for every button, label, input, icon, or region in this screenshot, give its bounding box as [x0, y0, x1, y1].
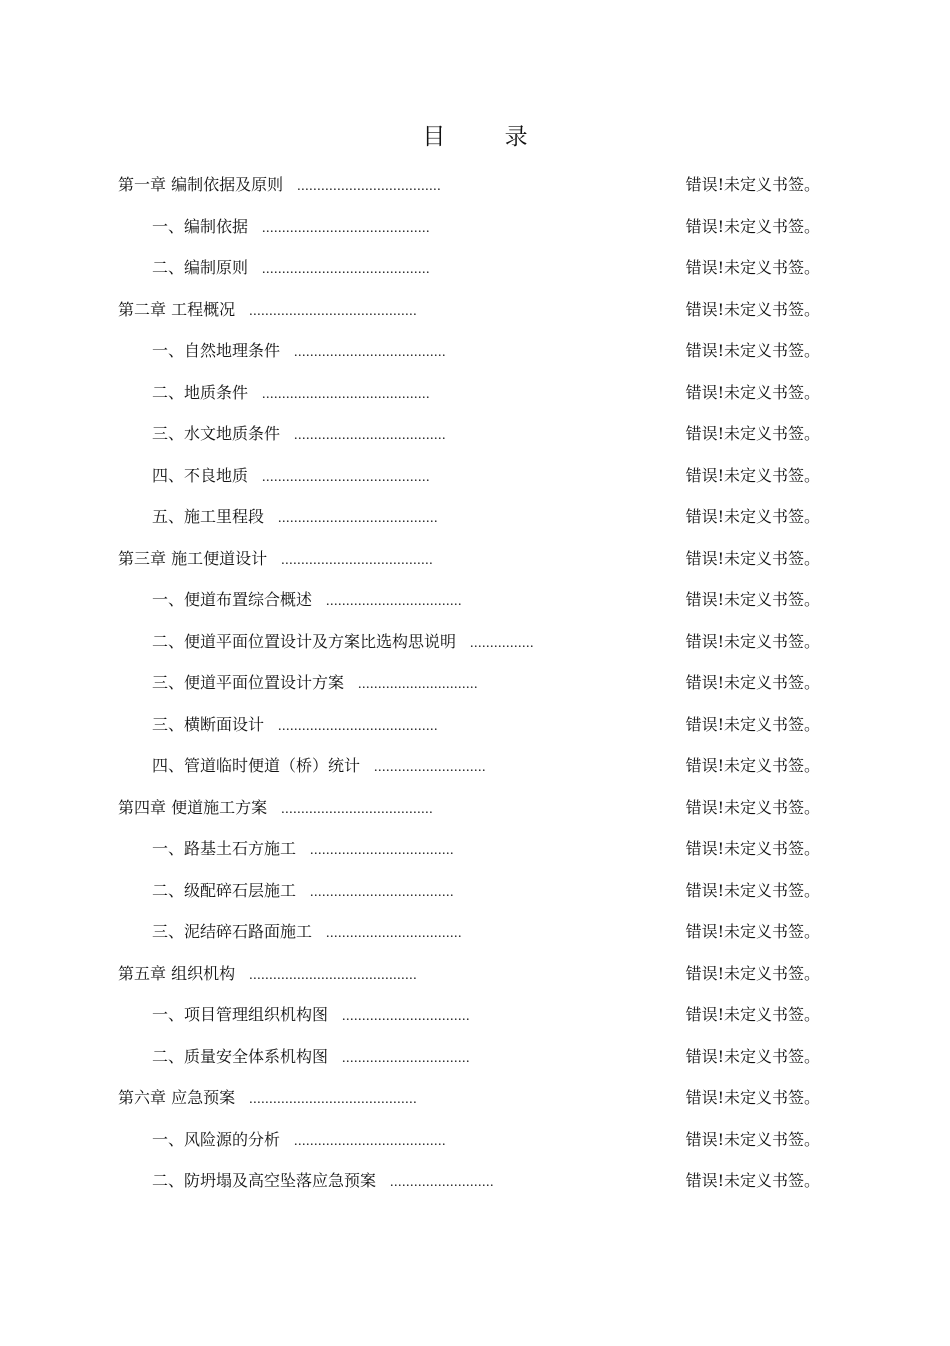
toc-page-reference: 错误!未定义书签。	[685, 548, 820, 568]
toc-dot-leader: ....................................	[297, 179, 442, 194]
toc-chapter-entry[interactable]	[118, 164, 830, 206]
toc-dot-leader: ........................................	[278, 718, 439, 734]
toc-entry-text: 第四章 便道施工方案	[118, 797, 268, 817]
toc-page-reference: 错误!未定义书签。	[685, 216, 820, 236]
toc-page-reference: 错误!未定义书签。	[685, 590, 820, 609]
toc-dot-leader: ............................	[374, 760, 487, 775]
toc-section-entry[interactable]	[118, 704, 830, 746]
toc-dot-leader: ................................	[342, 1050, 471, 1066]
toc-section-entry[interactable]	[118, 206, 830, 248]
toc-section-entry[interactable]	[118, 455, 830, 497]
toc-section-entry[interactable]	[118, 579, 830, 621]
toc-page-reference: 错误!未定义书签。	[685, 258, 820, 277]
toc-entry-text: 第三章 施工便道设计	[118, 548, 268, 568]
toc-page-reference: 错误!未定义书签。	[685, 673, 820, 692]
toc-entry-text: 一、自然地理条件	[152, 341, 281, 360]
toc-entry-text: 一、风险源的分析	[152, 1129, 281, 1149]
toc-dot-leader: ......................................	[294, 1133, 447, 1149]
toc-dot-leader: ................................	[342, 1009, 471, 1024]
toc-dot-leader: ......................................	[281, 801, 434, 817]
toc-page-reference: 错误!未定义书签。	[685, 1046, 820, 1066]
toc-dot-leader: ..........................................	[249, 967, 418, 983]
toc-dot-leader: ................	[470, 635, 535, 651]
toc-dot-leader: ....................................	[310, 884, 455, 900]
toc-entry-text: 第六章 应急预案	[118, 1088, 236, 1107]
toc-entry-text: 一、编制依据	[152, 216, 249, 236]
toc-page-reference: 错误!未定义书签。	[685, 299, 820, 319]
toc-page-reference: 错误!未定义书签。	[685, 880, 820, 900]
toc-dot-leader: ......................................	[281, 552, 434, 568]
toc-dot-leader: ..................................	[326, 926, 463, 941]
toc-dot-leader: ..........................................	[262, 386, 431, 402]
toc-chapter-entry[interactable]	[118, 787, 830, 829]
toc-section-entry[interactable]	[118, 372, 830, 414]
toc-section-entry[interactable]	[118, 1036, 830, 1078]
toc-page-reference: 错误!未定义书签。	[685, 714, 820, 734]
toc-dot-leader: ..............................	[358, 677, 479, 692]
toc-chapter-entry[interactable]	[118, 538, 830, 580]
toc-section-entry[interactable]	[118, 1119, 830, 1161]
toc-dot-leader: ..........................	[390, 1175, 495, 1190]
toc-entry-text: 三、横断面设计	[152, 714, 265, 734]
toc-entry-text: 三、泥结碎石路面施工	[152, 922, 313, 941]
toc-entry-text: 四、管道临时便道（桥）统计	[152, 756, 361, 775]
toc-entry-text: 三、便道平面位置设计方案	[152, 673, 345, 692]
toc-page-reference: 错误!未定义书签。	[685, 382, 820, 402]
toc-entry-text: 二、编制原则	[152, 258, 249, 277]
toc-entry-text: 三、水文地质条件	[152, 424, 281, 443]
toc-section-entry[interactable]	[118, 828, 830, 870]
toc-dot-leader: ......................................	[294, 345, 447, 360]
toc-page-reference: 错误!未定义书签。	[685, 922, 820, 941]
toc-entry-text: 二、便道平面位置设计及方案比选构思说明	[152, 631, 457, 651]
toc-entry-text: 二、质量安全体系机构图	[152, 1046, 329, 1066]
toc-section-entry[interactable]	[118, 621, 830, 663]
toc-page-reference: 错误!未定义书签。	[685, 507, 820, 526]
toc-dot-leader: ..........................................	[262, 469, 431, 485]
toc-page-reference: 错误!未定义书签。	[685, 756, 820, 775]
toc-dot-leader: ....................................	[310, 843, 455, 858]
toc-entry-text: 四、不良地质	[152, 465, 249, 485]
toc-page-reference: 错误!未定义书签。	[685, 175, 820, 194]
toc-page-reference: 错误!未定义书签。	[685, 631, 820, 651]
toc-entry-text: 第二章 工程概况	[118, 299, 236, 319]
toc-list	[118, 164, 830, 1202]
toc-entry-text: 一、项目管理组织机构图	[152, 1005, 329, 1024]
toc-entry-text: 一、路基土石方施工	[152, 839, 297, 858]
toc-page-reference: 错误!未定义书签。	[685, 424, 820, 443]
toc-dot-leader: ........................................	[278, 511, 439, 526]
toc-chapter-entry[interactable]	[118, 953, 830, 995]
toc-page-reference: 错误!未定义书签。	[685, 1171, 820, 1190]
toc-chapter-entry[interactable]	[118, 289, 830, 331]
toc-chapter-entry[interactable]	[118, 1077, 830, 1119]
toc-dot-leader: ......................................	[294, 428, 447, 443]
toc-page-reference: 错误!未定义书签。	[685, 465, 820, 485]
toc-dot-leader: ..........................................	[262, 262, 431, 277]
toc-entry-text: 五、施工里程段	[152, 507, 265, 526]
toc-section-entry[interactable]	[118, 413, 830, 455]
toc-section-entry[interactable]	[118, 870, 830, 912]
toc-entry-text: 二、级配碎石层施工	[152, 880, 297, 900]
toc-dot-leader: ..................................	[326, 594, 463, 609]
toc-dot-leader: ..........................................	[249, 1092, 418, 1107]
toc-entry-text: 二、防坍塌及高空坠落应急预案	[152, 1171, 377, 1190]
toc-section-entry[interactable]	[118, 911, 830, 953]
toc-page-reference: 错误!未定义书签。	[685, 341, 820, 360]
toc-page-reference: 错误!未定义书签。	[685, 797, 820, 817]
toc-page-reference: 错误!未定义书签。	[685, 963, 820, 983]
toc-section-entry[interactable]	[118, 745, 830, 787]
toc-dot-leader: ..........................................	[262, 220, 431, 236]
toc-entry-text: 一、便道布置综合概述	[152, 590, 313, 609]
toc-title: 目 录	[422, 124, 554, 150]
toc-dot-leader: ..........................................	[249, 303, 418, 319]
toc-section-entry[interactable]	[118, 1160, 830, 1202]
toc-page-reference: 错误!未定义书签。	[685, 839, 820, 858]
toc-entry-text: 第五章 组织机构	[118, 963, 236, 983]
toc-section-entry[interactable]	[118, 247, 830, 289]
toc-section-entry[interactable]	[118, 496, 830, 538]
toc-section-entry[interactable]	[118, 994, 830, 1036]
toc-page-reference: 错误!未定义书签。	[685, 1005, 820, 1024]
toc-entry-text: 第一章 编制依据及原则	[118, 175, 284, 194]
toc-entry-text: 二、地质条件	[152, 382, 249, 402]
toc-section-entry[interactable]	[118, 662, 830, 704]
toc-page-reference: 错误!未定义书签。	[685, 1088, 820, 1107]
toc-section-entry[interactable]	[118, 330, 830, 372]
toc-page-reference: 错误!未定义书签。	[685, 1129, 820, 1149]
